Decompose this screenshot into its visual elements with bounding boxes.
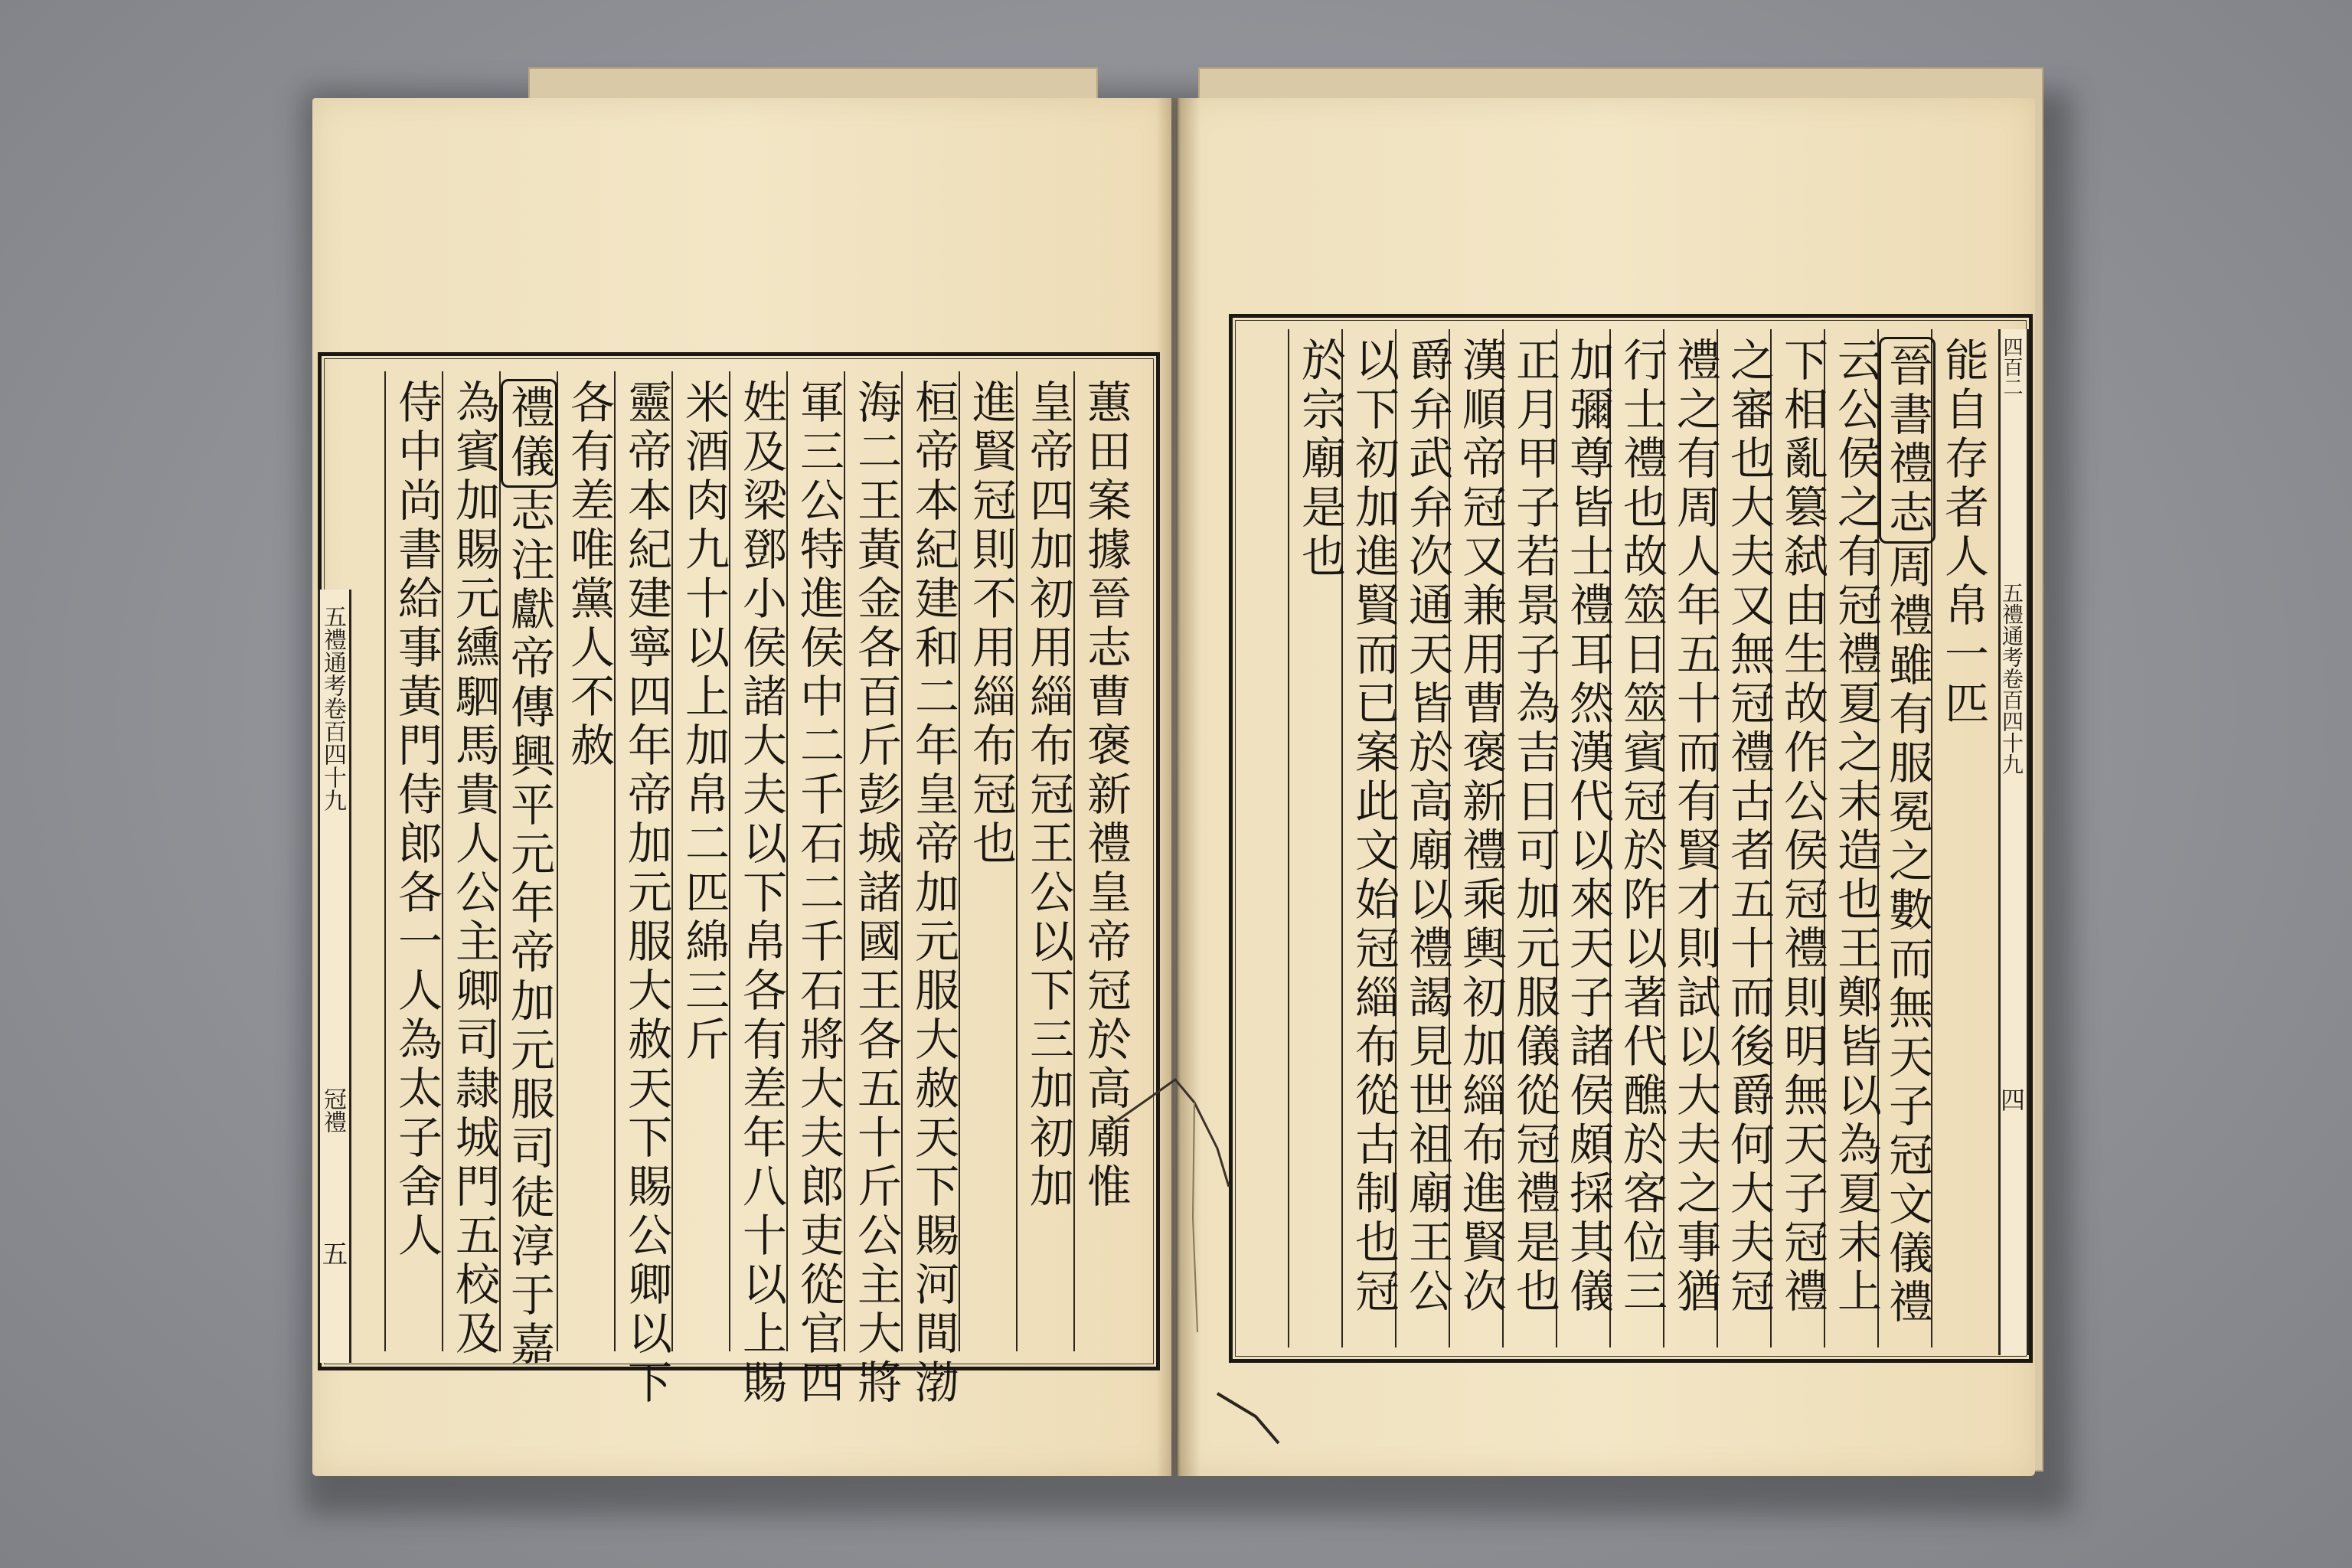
column-text: 米酒肉九十以上加帛二匹綿三斤	[678, 379, 730, 1065]
source-bracket-label: 晉書禮志	[1879, 337, 1936, 544]
column-text: 下相亂篡弑由生故作公侯冠禮則明無天子冠禮	[1776, 337, 1828, 1317]
left-page-text-column	[620, 379, 672, 1408]
left-page-text-column	[563, 379, 615, 1344]
right-page-text-column	[1455, 337, 1507, 1340]
left-page-text-column	[678, 379, 730, 1344]
right-margin-mark: 四百二	[2000, 337, 2023, 397]
column-text: 行士禮也故筮日筮賓冠於阼以著代醮於客位三	[1615, 337, 1668, 1317]
column-text: 皇帝四加初用緇布冠王公以下三加初加	[1022, 379, 1074, 1212]
column-text: 加彌尊皆士禮耳然漢代以來天子諸侯頗採其儀	[1562, 337, 1614, 1317]
left-page-text-column	[907, 379, 959, 1408]
left-spine-section: 冠禮	[319, 1087, 346, 1133]
column-text: 進賢冠則不用緇布冠也	[965, 379, 1017, 869]
right-folio-number: 四	[1997, 1087, 2026, 1112]
right-page-text-column	[1562, 337, 1614, 1340]
right-page-text-column	[1830, 337, 1882, 1340]
column-text: 桓帝本紀建和二年皇帝加元服大赦天下賜河間渤	[907, 379, 959, 1408]
column-rule	[384, 371, 386, 1351]
source-bracket-label: 禮儀	[501, 379, 557, 488]
left-page-text-column	[448, 379, 500, 1359]
right-page-text-column	[1615, 337, 1668, 1340]
column-text: 姓及梁鄧小侯諸大夫以下帛各有差年八十以上賜	[735, 379, 787, 1408]
column-text: 為賓加賜元纁駟馬貴人公主卿司隷城門五校及	[448, 379, 500, 1359]
right-page-text-column	[1348, 337, 1400, 1340]
column-text: 之審也大夫又無冠禮古者五十而後爵何大夫冠	[1723, 337, 1775, 1317]
column-text: 云公侯之有冠禮夏之末造也王鄭皆以為夏末上	[1830, 337, 1882, 1317]
right-page-text-column	[1937, 337, 1989, 1340]
column-text: 海二王黃金各百斤彭城諸國王各五十斤公主大將	[850, 379, 902, 1408]
column-text: 軍三公特進侯中二千石二千石將大夫郎吏從官四	[792, 379, 844, 1408]
column-text: 侍中尚書給事黃門侍郎各一人為太子舍人	[390, 379, 443, 1261]
column-text: 周禮雖有服冕之數而無天子冠文儀禮	[1881, 544, 1933, 1328]
column-text: 志注獻帝傳興平元年帝加元服司徒淳于嘉	[503, 488, 555, 1370]
right-page-text-column	[1723, 337, 1775, 1340]
left-page-text-column	[965, 379, 1017, 1344]
right-page-text-column	[1508, 337, 1560, 1340]
column-rule	[1288, 329, 1289, 1348]
left-page-text-column	[390, 379, 443, 1344]
column-text: 禮之有周人年五十而有賢才則試以大夫之事猶	[1669, 337, 1721, 1317]
paper-crack	[1102, 1057, 1286, 1485]
right-page-text-column	[1401, 337, 1453, 1340]
left-folio-number: 五	[317, 1240, 348, 1266]
column-text: 於宗廟是也	[1294, 337, 1346, 582]
right-page-text-column	[1883, 337, 1936, 1340]
left-spine-title: 五禮通考卷百四十九	[319, 605, 346, 812]
column-text: 各有差唯黨人不赦	[563, 379, 615, 771]
right-spine-title: 五禮通考卷百四十九	[1999, 582, 2024, 775]
column-text: 蕙田案據晉志曹褒新禮皇帝冠於高廟惟	[1080, 379, 1132, 1212]
column-text: 正月甲子若景子為吉日可加元服儀從冠禮是也	[1508, 337, 1560, 1317]
column-text: 漢順帝冠又兼用曹褒新禮乘輿初加緇布進賢次	[1455, 337, 1507, 1317]
column-text: 爵弁武弁次通天皆於高廟以禮謁見世祖廟王公	[1401, 337, 1453, 1317]
column-text: 靈帝本紀建寧四年帝加元服大赦天下賜公卿以下	[620, 379, 672, 1408]
left-page-text-column	[735, 379, 787, 1408]
left-page-text-column	[792, 379, 844, 1408]
column-text: 能自存者人帛一匹	[1937, 337, 1989, 729]
left-page-text-column	[1022, 379, 1074, 1344]
left-page-text-column	[850, 379, 902, 1408]
right-page-text-column	[1294, 337, 1346, 1340]
right-page-text-column	[1669, 337, 1721, 1340]
left-page-text-column	[503, 379, 557, 1370]
right-page-text-column	[1776, 337, 1828, 1340]
column-text: 以下初加進賢而已案此文始冠緇布從古制也冠	[1348, 337, 1400, 1317]
